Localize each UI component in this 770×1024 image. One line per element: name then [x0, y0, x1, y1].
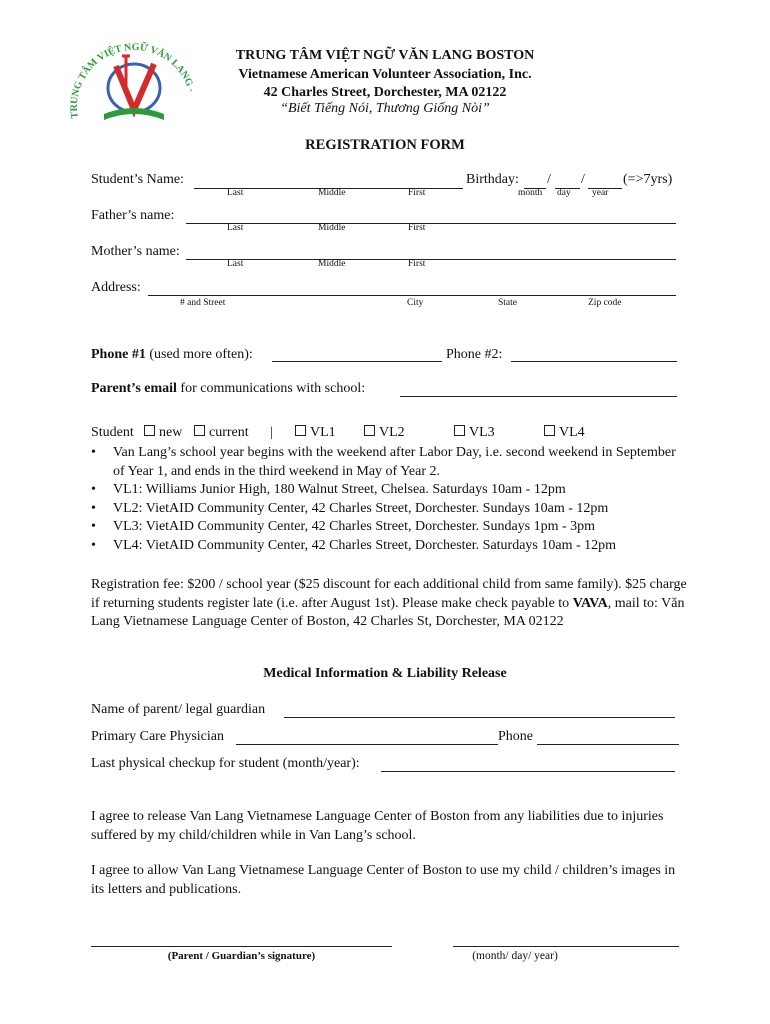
- logo: [64, 26, 198, 130]
- guardian-field[interactable]: [284, 717, 675, 718]
- release-paragraph: I agree to release Van Lang Vietnamese Language Center of Boston from any liabilities due to injuries suffered by my child/children while in Van Lang’s school.: [91, 809, 664, 843]
- father-sub-last: Last: [227, 223, 244, 233]
- date-line[interactable]: [453, 946, 679, 947]
- fee-text-2: , mail to: Văn Lang Vietnamese Language Center of Boston, 42 Charles St, Dorchester, MA 02122: [91, 595, 685, 629]
- guardian-label: Name of parent/ legal guardian: [91, 702, 266, 717]
- checkup-label: Last physical checkup for student (month/year):: [91, 756, 360, 771]
- checkbox-vl3-box[interactable]: [454, 425, 465, 436]
- father-name-field[interactable]: [186, 223, 676, 224]
- checkbox-vl4-label: VL4: [559, 425, 585, 440]
- physician-label: Primary Care Physician: [91, 729, 224, 744]
- phone2-field[interactable]: [511, 361, 677, 362]
- images-paragraph: I agree to allow Van Lang Vietnamese Language Center of Boston to use my child / children’s images in its letters and publications.: [91, 863, 676, 897]
- checkbox-vl2[interactable]: [364, 425, 405, 441]
- schedule-list: [91, 444, 681, 556]
- father-sub-middle: Middle: [318, 223, 346, 233]
- fee-paragraph: [91, 576, 691, 632]
- phone1-label-bold: Phone #1: [91, 347, 146, 362]
- checkbox-current-label: current: [209, 425, 249, 440]
- address-sub-city: City: [407, 298, 424, 308]
- logo-v-mark: [116, 64, 154, 110]
- divider: |: [270, 425, 273, 440]
- checkbox-vl2-box[interactable]: [364, 425, 375, 436]
- email-label-bold: Parent’s email: [91, 381, 177, 396]
- checkbox-new-label: new: [159, 425, 183, 440]
- org-address: 42 Charles Street, Dorchester, MA 02122: [263, 85, 507, 100]
- phone1-label-rest: (used more often):: [145, 347, 253, 362]
- checkbox-vl4-box[interactable]: [544, 425, 555, 436]
- address-label: Address:: [91, 280, 141, 295]
- mother-name-field[interactable]: [186, 259, 676, 260]
- mother-name-label: Mother’s name:: [91, 244, 180, 259]
- birthday-sub-month: month: [518, 188, 543, 198]
- email-label-rest: for communications with school:: [176, 381, 366, 396]
- signature-label: (Parent / Guardian’s signature): [167, 950, 316, 962]
- checkbox-vl2-label: VL2: [379, 425, 405, 440]
- physician-phone-label: Phone: [498, 729, 533, 744]
- phone1-label: [91, 347, 253, 363]
- org-name-vn: TRUNG TÂM VIỆT NGỮ VĂN LANG BOSTON: [235, 48, 535, 63]
- age-note: (=>7yrs): [623, 172, 673, 187]
- birthday-sep-2: /: [581, 172, 585, 187]
- address-sub-street: # and Street: [180, 298, 226, 308]
- schedule-item: • Van Lang’s school year begins with the weekend after Labor Day, i.e. second weekend in September of Year 1, and ends in the third weekend in May of Year 2.: [91, 444, 681, 481]
- phone2-label: Phone #2:: [446, 347, 503, 362]
- physician-field[interactable]: [236, 744, 498, 745]
- checkbox-vl1[interactable]: [295, 425, 336, 441]
- checkup-field[interactable]: [381, 771, 675, 772]
- birthday-sub-year: year: [592, 188, 609, 198]
- student-sub-last: Last: [227, 188, 244, 198]
- checkbox-vl1-label: VL1: [310, 425, 336, 440]
- father-name-label: Father’s name:: [91, 208, 175, 223]
- physician-phone-field[interactable]: [537, 744, 679, 745]
- logo-book: [104, 108, 164, 120]
- fee-payee: VAVA: [572, 595, 608, 611]
- checkbox-new[interactable]: [144, 425, 182, 441]
- schedule-item: • VL2: VietAID Community Center, 42 Charles Street, Dorchester. Sundays 10am - 12pm: [91, 500, 681, 519]
- birthday-sub-day: day: [557, 188, 571, 198]
- student-name-label: Student’s Name:: [91, 172, 184, 187]
- mother-sub-first: First: [408, 259, 426, 269]
- signature-line[interactable]: [91, 946, 392, 947]
- phone1-field[interactable]: [272, 361, 442, 362]
- motto: “Biết Tiếng Nói, Thương Giống Nòi”: [280, 101, 490, 116]
- schedule-item: • VL3: VietAID Community Center, 42 Charles Street, Dorchester. Sundays 1pm - 3pm: [91, 518, 681, 537]
- form-title: REGISTRATION FORM: [305, 137, 465, 153]
- student-sub-middle: Middle: [318, 188, 346, 198]
- checkbox-current[interactable]: [194, 425, 249, 441]
- address-field[interactable]: [148, 295, 676, 296]
- schedule-item: • VL4: VietAID Community Center, 42 Charles Street, Dorchester. Saturdays 10am - 12pm: [91, 537, 681, 556]
- student-type-label: Student: [91, 425, 134, 440]
- birthday-sep-1: /: [547, 172, 551, 187]
- checkbox-vl3-label: VL3: [469, 425, 495, 440]
- mother-sub-last: Last: [227, 259, 244, 269]
- student-sub-first: First: [408, 188, 426, 198]
- mother-sub-middle: Middle: [318, 259, 346, 269]
- checkbox-current-box[interactable]: [194, 425, 205, 436]
- email-field[interactable]: [400, 396, 677, 397]
- org-name-en: Vietnamese American Volunteer Association, Inc.: [238, 67, 532, 82]
- address-sub-state: State: [498, 298, 517, 308]
- medical-title: Medical Information & Liability Release: [263, 666, 507, 681]
- address-sub-zip: Zip code: [588, 298, 622, 308]
- fee-text-1: Registration fee: $200 / school year ($25 discount for each additional child from same family). $25 charge if returning students register late (i.e. after August 1st). Please make check payable to: [91, 577, 687, 611]
- checkbox-vl4[interactable]: [544, 425, 585, 441]
- email-label: [91, 381, 365, 397]
- schedule-item: • VL1: Williams Junior High, 180 Walnut Street, Chelsea. Saturdays 10am - 12pm: [91, 481, 681, 500]
- date-label: (month/ day/ year): [472, 950, 558, 962]
- logo-ring-text: TRUNG TÂM VIỆT NGỮ VĂN LANG -: [68, 41, 197, 120]
- father-sub-first: First: [408, 223, 426, 233]
- checkbox-vl1-box[interactable]: [295, 425, 306, 436]
- logo-graphic: [64, 26, 198, 130]
- birthday-label: Birthday:: [466, 172, 519, 187]
- checkbox-new-box[interactable]: [144, 425, 155, 436]
- checkbox-vl3[interactable]: [454, 425, 495, 441]
